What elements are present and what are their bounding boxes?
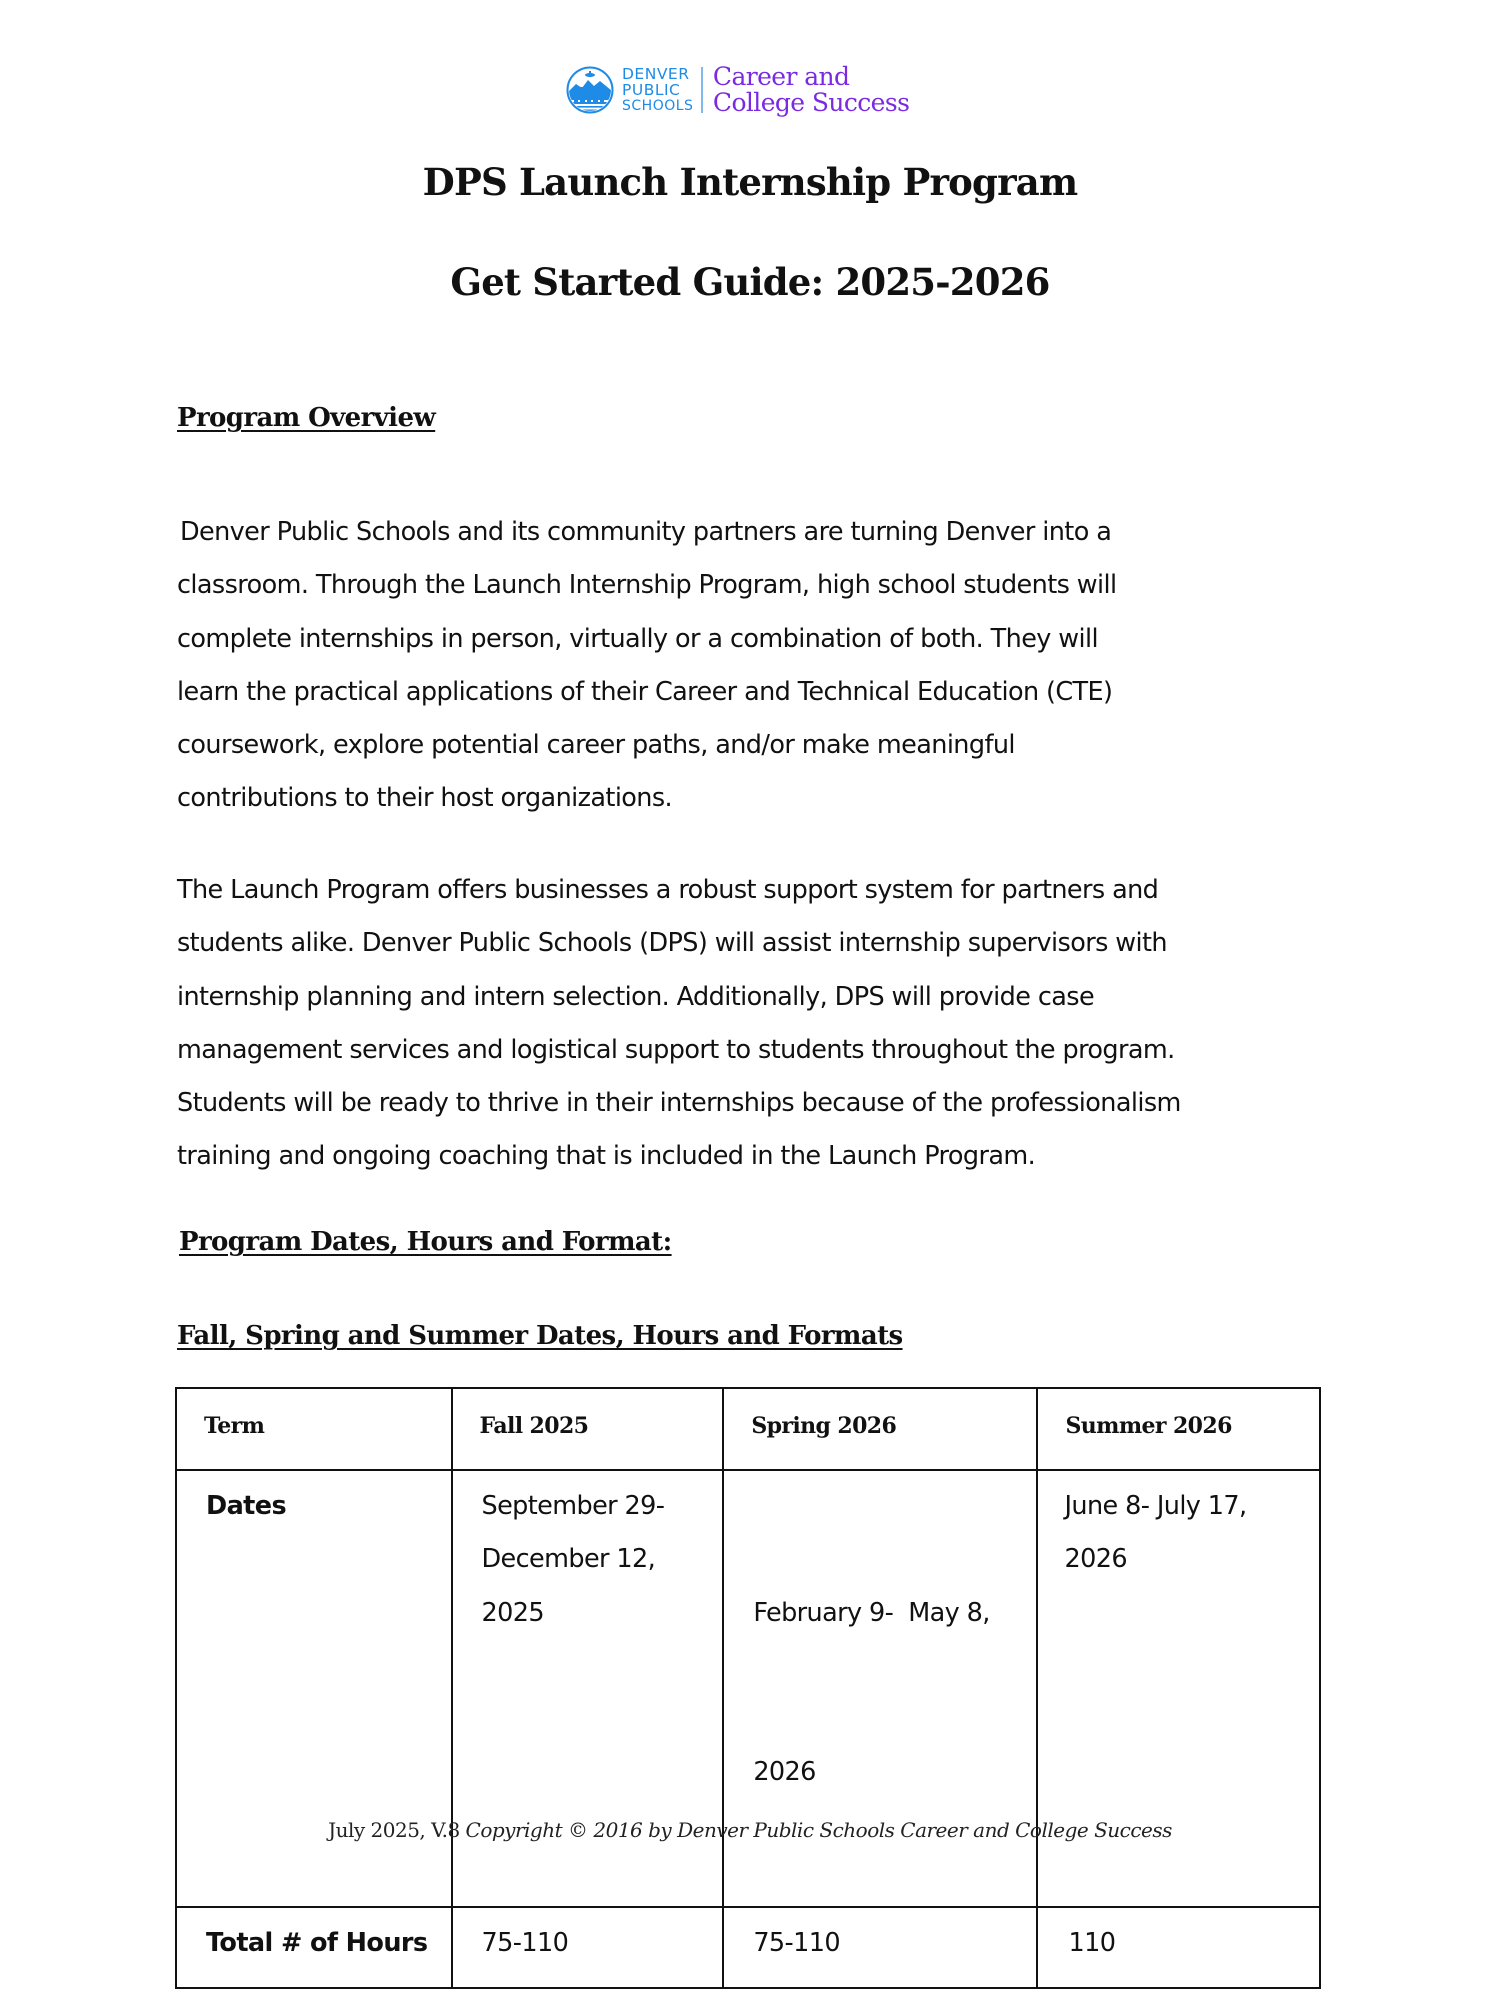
dps-line-1: DENVER bbox=[622, 65, 690, 83]
text-line: 2026 bbox=[1064, 1544, 1127, 1575]
page-subtitle: Get Started Guide: 2025-2026 bbox=[450, 260, 1050, 304]
text-line: management services and logistical support to students throughout the program. bbox=[177, 1034, 1175, 1065]
text-line: September 29- bbox=[481, 1491, 665, 1521]
logo-divider bbox=[701, 67, 703, 113]
overview-paragraph-2 bbox=[177, 864, 1337, 1184]
table-row bbox=[176, 1907, 1320, 1988]
section-subheading-terms: Fall, Spring and Summer Dates, Hours and Formats bbox=[177, 1321, 903, 1351]
page-footer bbox=[0, 1818, 1500, 1842]
text-line: learn the practical applications of their Career and Technical Education (CTE) bbox=[177, 676, 1113, 707]
text-line: June 8- July 17, bbox=[1064, 1491, 1247, 1521]
text-line: contributions to their host organizations. bbox=[177, 783, 673, 814]
text-line: complete internships in person, virtually or a combination of both. They will bbox=[177, 623, 1099, 654]
footer-version: July 2025, V.8 bbox=[328, 1818, 460, 1842]
section-heading-dates: Program Dates, Hours and Format: bbox=[179, 1227, 672, 1257]
cell-fall-hours: 75-110 bbox=[452, 1907, 724, 1988]
dps-wordmark bbox=[622, 66, 693, 114]
dps-line-2: PUBLIC bbox=[622, 81, 681, 99]
text-line: February 9- May 8, bbox=[753, 1597, 990, 1628]
text-line: Students will be ready to thrive in their internships because of the professionalism bbox=[177, 1088, 1181, 1119]
text-line: coursework, explore potential career paths, and/or make meaningful bbox=[177, 730, 1015, 761]
footer-copyright: Copyright © 2016 by Denver Public Schools Career and College Success bbox=[465, 1818, 1172, 1842]
dps-ccs-logo bbox=[566, 63, 909, 117]
text-line: 2026 bbox=[753, 1757, 816, 1788]
text-line: The Launch Program offers businesses a robust support system for partners and bbox=[177, 875, 1159, 905]
denver-skyline-emblem-icon bbox=[566, 66, 614, 114]
row-label-dates: Dates bbox=[176, 1470, 452, 1907]
text-line: students alike. Denver Public Schools (DPS) will assist internship supervisors with bbox=[177, 928, 1167, 959]
overview-paragraph-1 bbox=[177, 506, 1337, 826]
text-line: December 12, bbox=[481, 1544, 656, 1575]
header-term: Term bbox=[176, 1388, 452, 1470]
terms-table bbox=[175, 1387, 1321, 1989]
ccs-wordmark bbox=[713, 64, 909, 116]
dps-line-3: SCHOOLS bbox=[622, 98, 694, 114]
ccs-line-2: College Success bbox=[712, 88, 910, 117]
table-header-row bbox=[176, 1388, 1320, 1470]
row-label-hours: Total # of Hours bbox=[176, 1907, 452, 1988]
cell-summer-hours: 110 bbox=[1037, 1907, 1320, 1988]
page-title: DPS Launch Internship Program bbox=[422, 160, 1078, 204]
section-heading-overview: Program Overview bbox=[177, 403, 436, 433]
text-line: internship planning and intern selection. Additionally, DPS will provide case bbox=[177, 981, 1095, 1012]
cell-spring-hours: 75-110 bbox=[723, 1907, 1037, 1988]
ccs-line-1: Career and bbox=[712, 62, 850, 91]
text-line: classroom. Through the Launch Internship Program, high school students will bbox=[177, 570, 1117, 601]
header-summer: Summer 2026 bbox=[1037, 1388, 1320, 1470]
header-spring: Spring 2026 bbox=[723, 1388, 1037, 1470]
header-fall: Fall 2025 bbox=[452, 1388, 724, 1470]
text-line: Denver Public Schools and its community partners are turning Denver into a bbox=[180, 517, 1112, 547]
text-line: training and ongoing coaching that is included in the Launch Program. bbox=[177, 1141, 1036, 1172]
text-line: 2025 bbox=[481, 1597, 544, 1628]
